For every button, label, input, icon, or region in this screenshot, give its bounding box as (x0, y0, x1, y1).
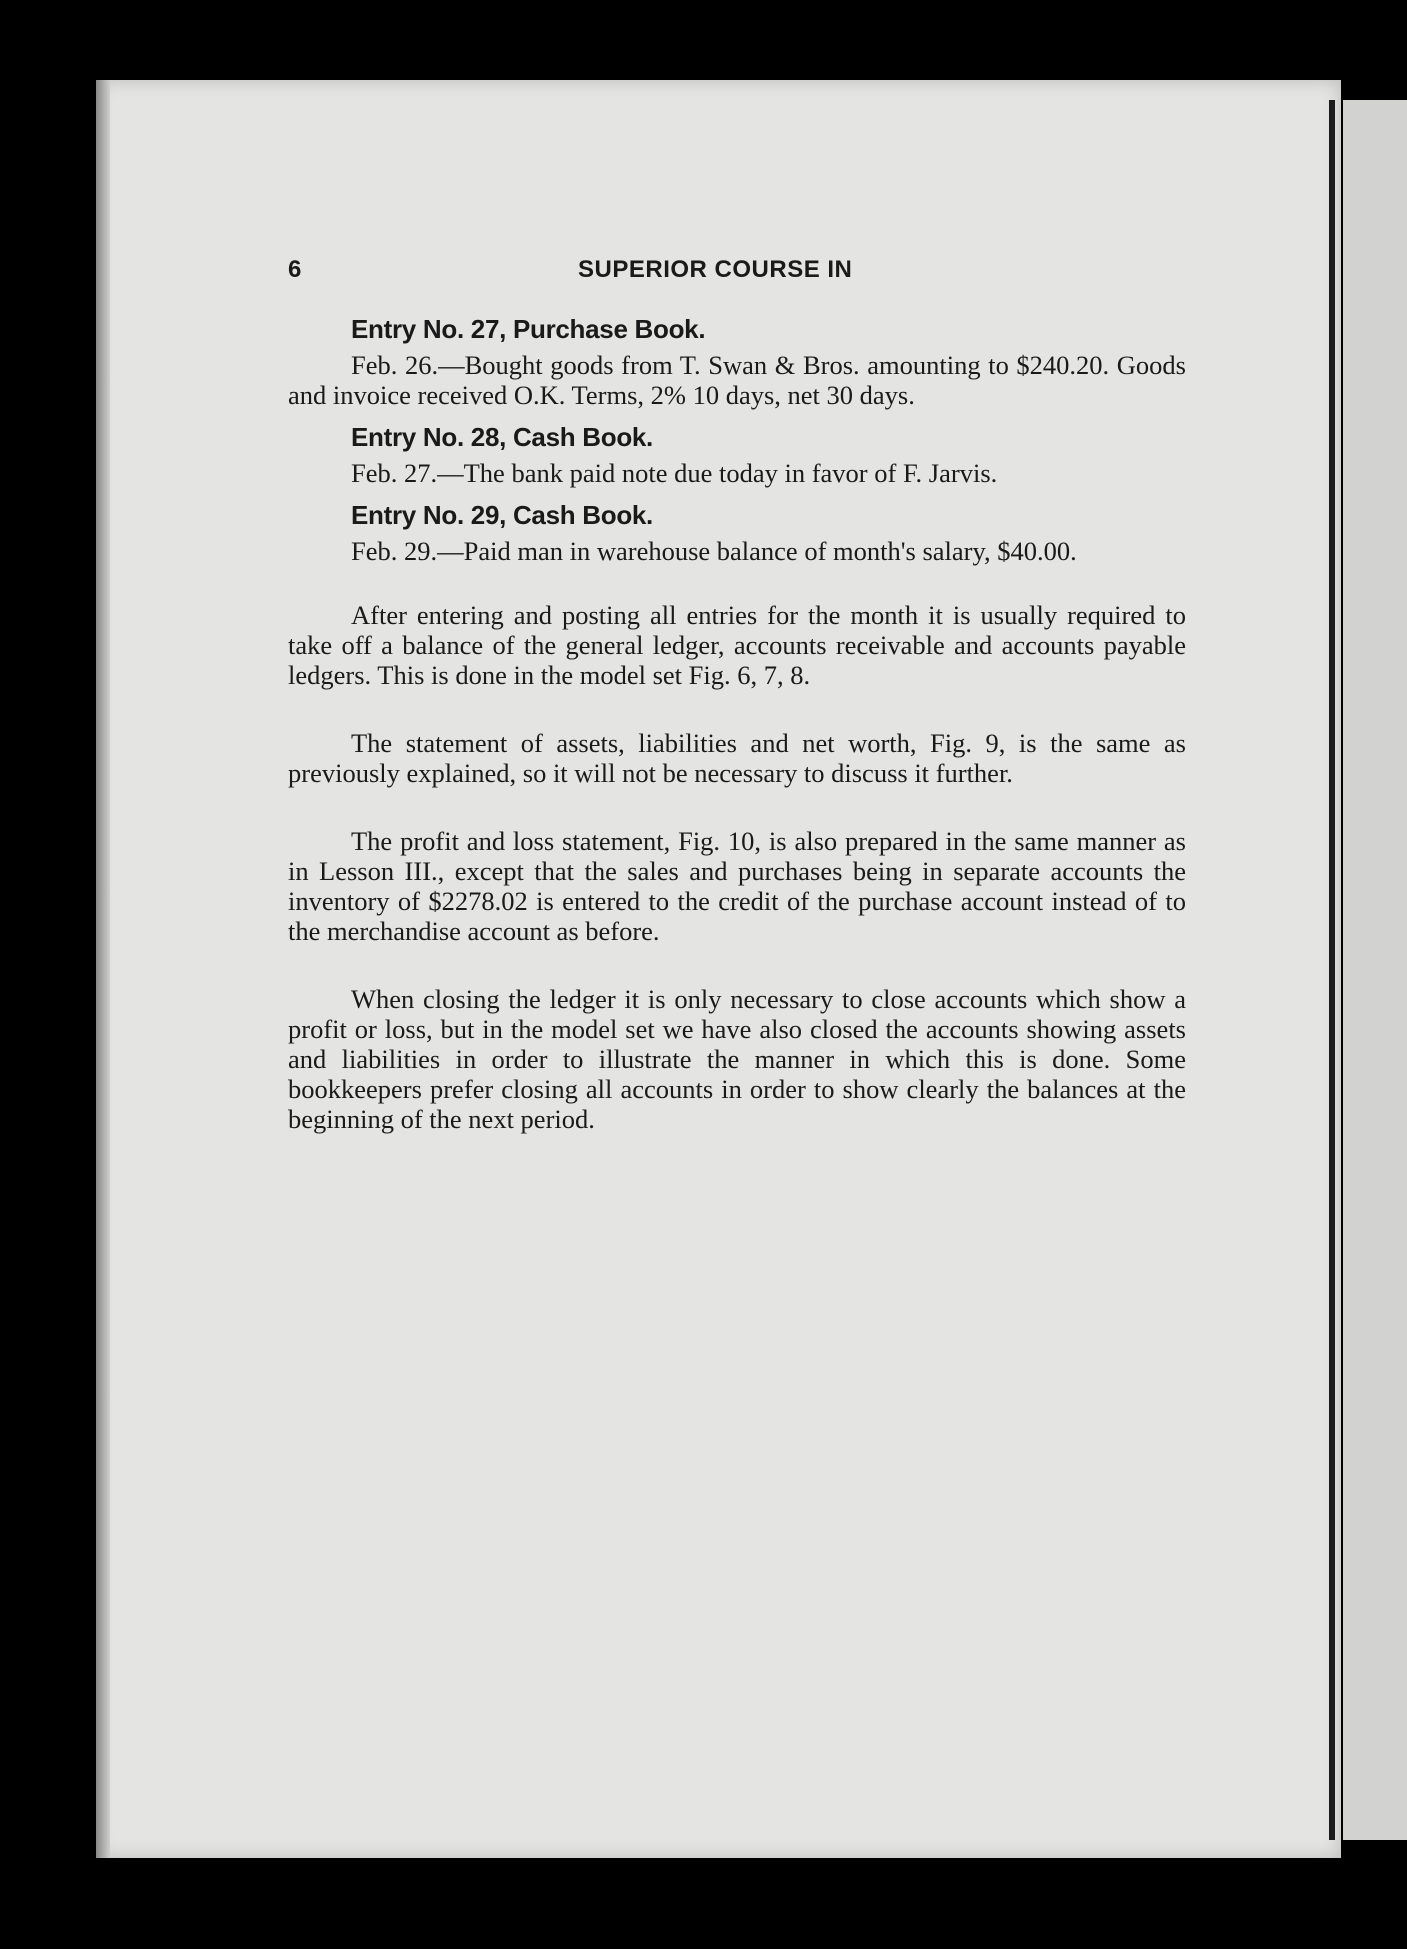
page-number: 6 (288, 256, 302, 283)
entry-27 (288, 314, 1186, 410)
entry-heading: Entry No. 28, Cash Book. (351, 422, 653, 452)
body-paragraph: The statement of assets, liabilities and net worth, Fig. 9, is the same as previously explained, so it will not be necessary to discuss it further. (288, 728, 1186, 788)
entry-text: Feb. 26.—Bought goods from T. Swan & Bros. amounting to $240.20. Goods and invoice received O.K. Terms, 2% 10 days, net 30 days. (288, 350, 1186, 410)
entry-heading: Entry No. 27, Purchase Book. (351, 314, 706, 344)
page-body (288, 252, 1186, 1134)
entry-text: Feb. 27.—The bank paid note due today in favor of F. Jarvis. (351, 458, 998, 488)
entry-29 (288, 500, 1186, 566)
page-gutter (1329, 100, 1335, 1840)
body-paragraph: After entering and posting all entries for the month it is usually required to take off a balance of the general ledger, accounts receivable and accounts payable ledgers. This is done in the model set Fig. 6, 7, 8. (288, 600, 1186, 690)
entry-text: Feb. 29.—Paid man in warehouse balance of month's salary, $40.00. (351, 536, 1077, 566)
page-binding-edge (96, 80, 110, 1858)
adjacent-page-edge (1343, 100, 1407, 1840)
entry-heading: Entry No. 29, Cash Book. (351, 500, 653, 530)
entry-28 (288, 422, 1186, 488)
running-header-title: SUPERIOR COURSE IN (578, 256, 853, 283)
body-paragraph: The profit and loss statement, Fig. 10, is also prepared in the same manner as in Lesson III., except that the sales and purchases being in separate accounts the inventory of $2278.02 is entered to the credit of the purchase account instead of to the merchandise account as before. (288, 826, 1186, 946)
body-paragraph: When closing the ledger it is only necessary to close accounts which show a profit or loss, but in the model set we have also closed the accounts showing assets and liabilities in order to illustrate the manner in which this is done. Some bookkeepers prefer closing all accounts in order to show clearly the balances at the beginning of the next period. (288, 984, 1186, 1134)
